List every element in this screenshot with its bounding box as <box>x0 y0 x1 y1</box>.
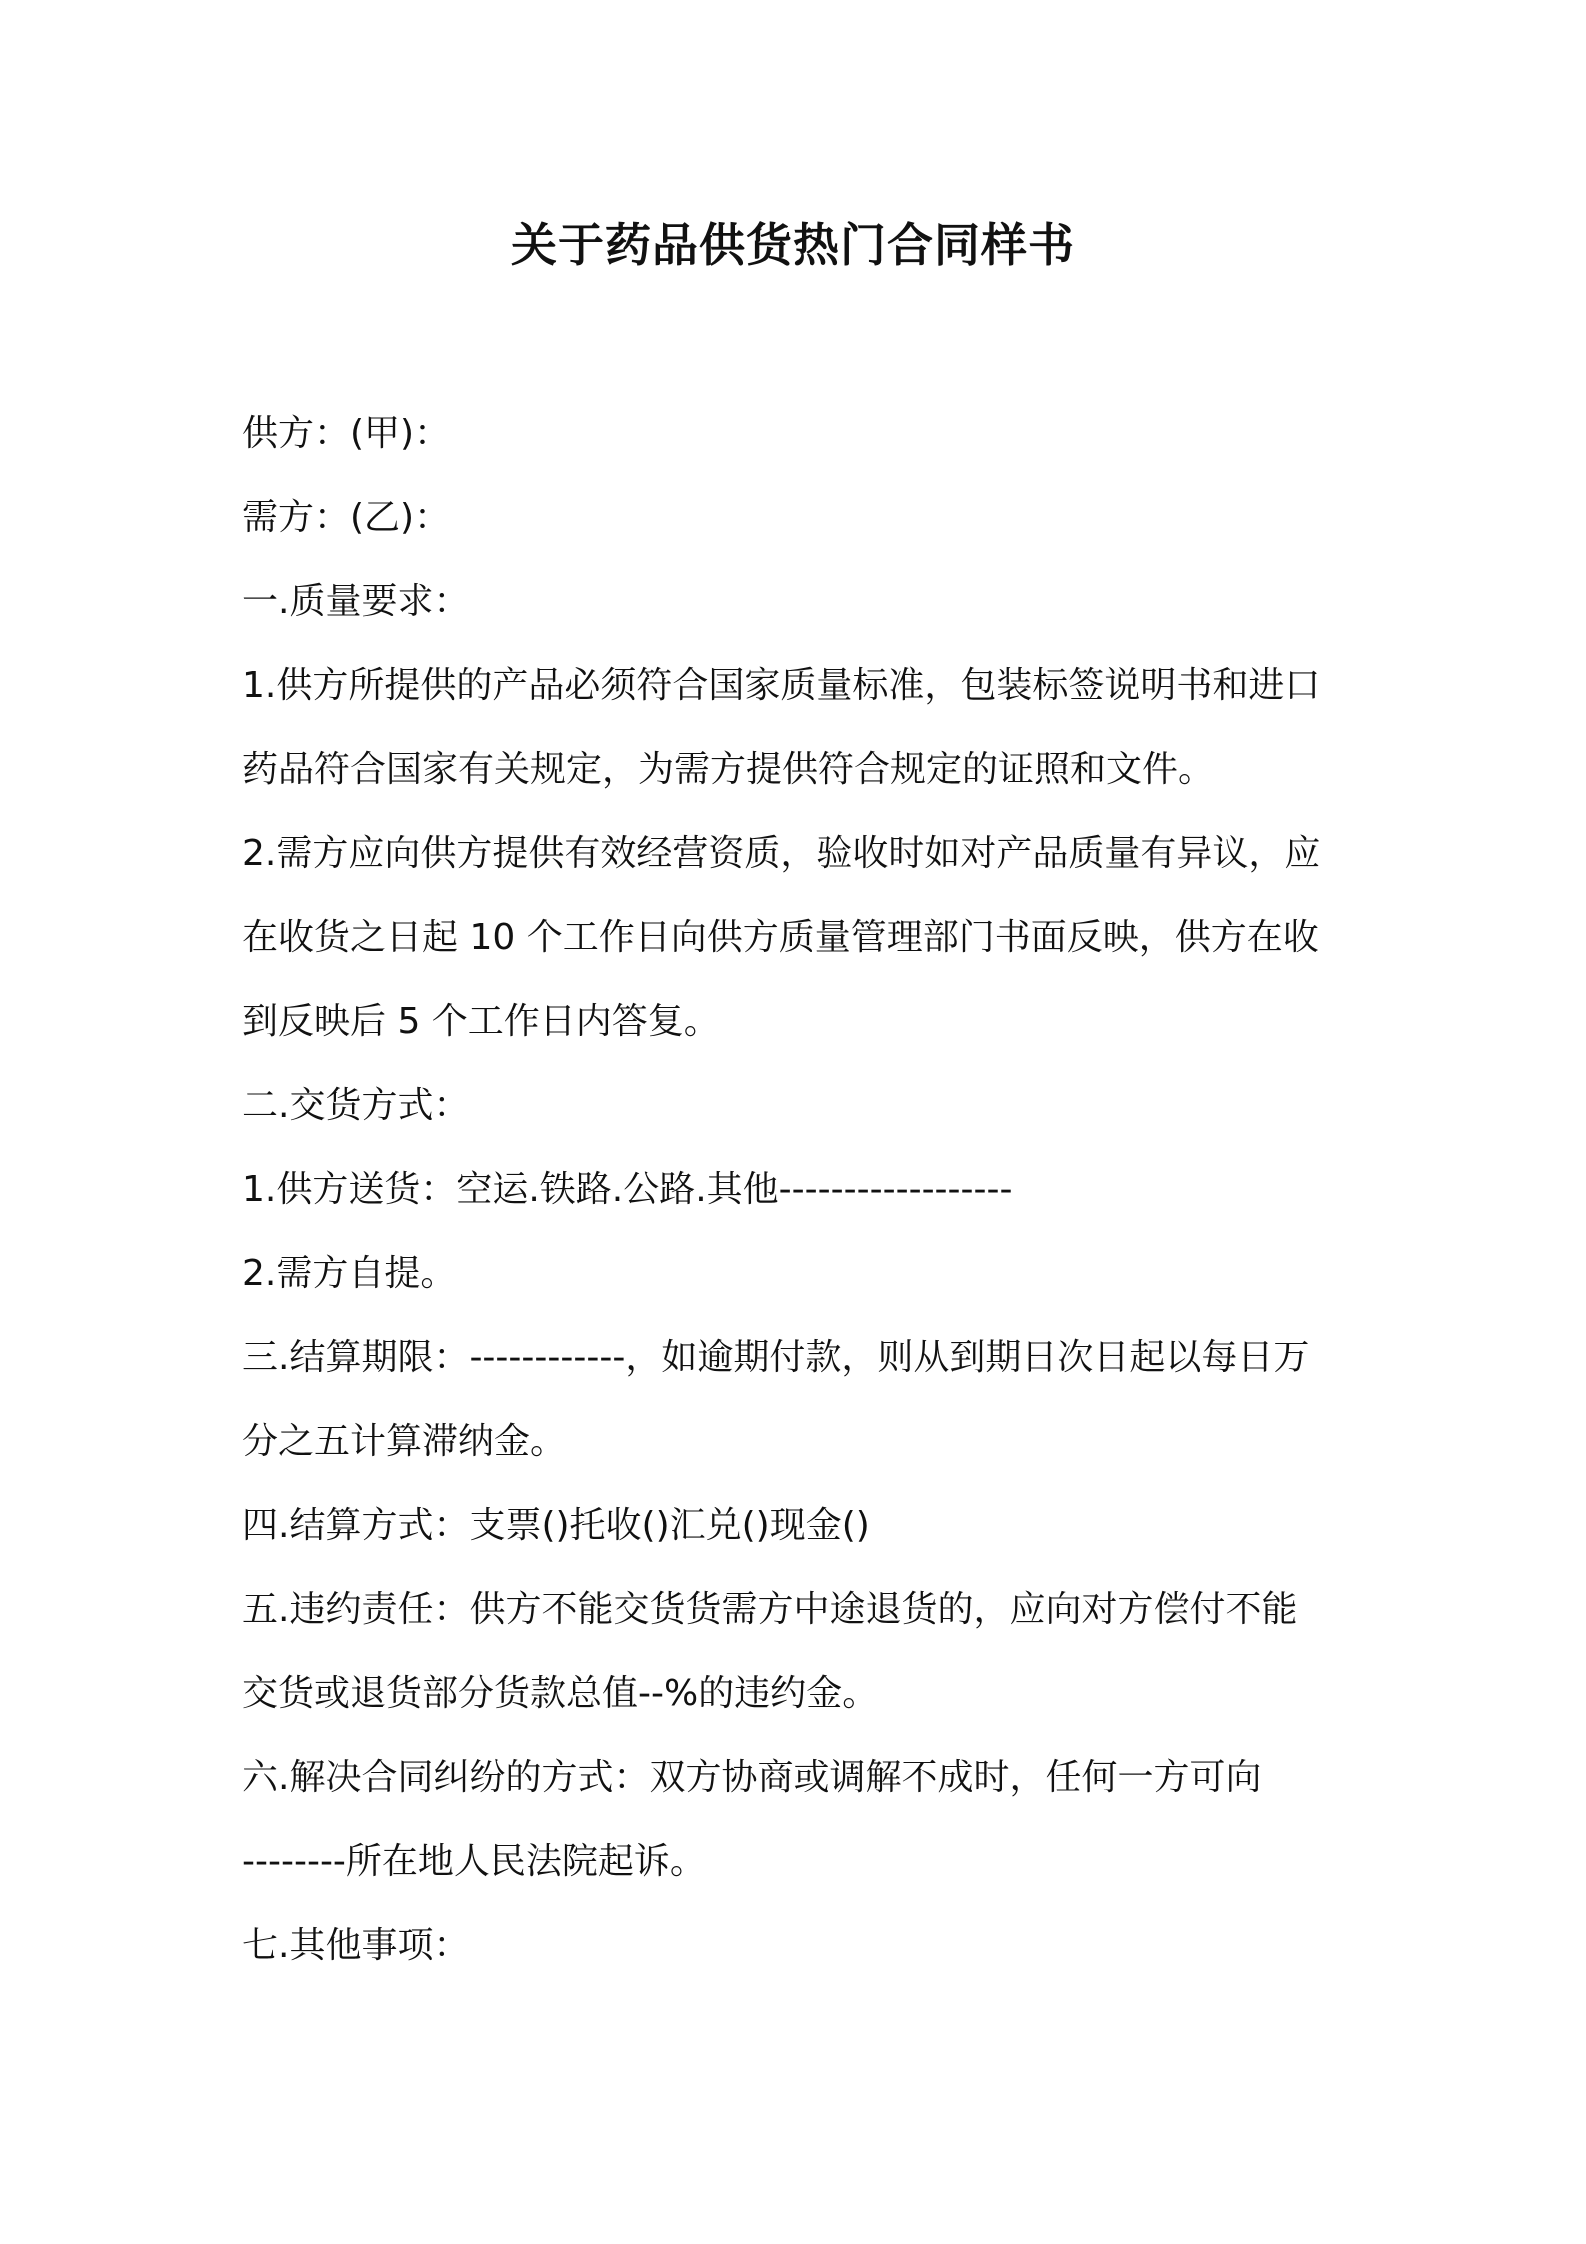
paragraph-line: 1.供方送货：空运.铁路.公路.其他------------------ <box>242 1169 1013 1210</box>
paragraph-line: 药品符合国家有关规定，为需方提供符合规定的证照和文件。 <box>242 749 1215 790</box>
section-heading-liability: 五.违约责任：供方不能交货货需方中途退货的，应向对方偿付不能 <box>242 1589 1298 1630</box>
paragraph-line: 1.供方所提供的产品必须符合国家质量标准，包装标签说明书和进口 <box>242 665 1321 706</box>
paragraph-line: 2.需方自提。 <box>242 1253 457 1294</box>
paragraph-line: 2.需方应向供方提供有效经营资质，验收时如对产品质量有异议，应 <box>242 833 1321 874</box>
section-heading-settlement-method: 四.结算方式：支票()托收()汇兑()现金() <box>242 1505 870 1546</box>
section-heading-quality: 一.质量要求： <box>242 581 470 622</box>
paragraph-line: 分之五计算滞纳金。 <box>242 1421 567 1462</box>
paragraph-line: 交货或退货部分货款总值--%的违约金。 <box>242 1673 879 1714</box>
paragraph-line: 在收货之日起 10 个工作日向供方质量管理部门书面反映，供方在收 <box>242 917 1319 958</box>
paragraph-line: 到反映后 5 个工作日内答复。 <box>242 1001 720 1042</box>
section-heading-dispute: 六.解决合同纠纷的方式：双方协商或调解不成时，任何一方可向 <box>242 1757 1262 1798</box>
section-heading-delivery: 二.交货方式： <box>242 1085 470 1126</box>
paragraph-line: --------所在地人民法院起诉。 <box>242 1841 706 1882</box>
supplier-party-line: 供方：(甲)： <box>242 413 451 454</box>
section-heading-other: 七.其他事项： <box>242 1925 470 1966</box>
document-title: 关于药品供货热门合同样书 <box>511 218 1075 272</box>
section-heading-settlement-term: 三.结算期限：------------，如逾期付款，则从到期日次日起以每日万 <box>242 1337 1310 1378</box>
buyer-party-line: 需方：(乙)： <box>242 497 451 538</box>
